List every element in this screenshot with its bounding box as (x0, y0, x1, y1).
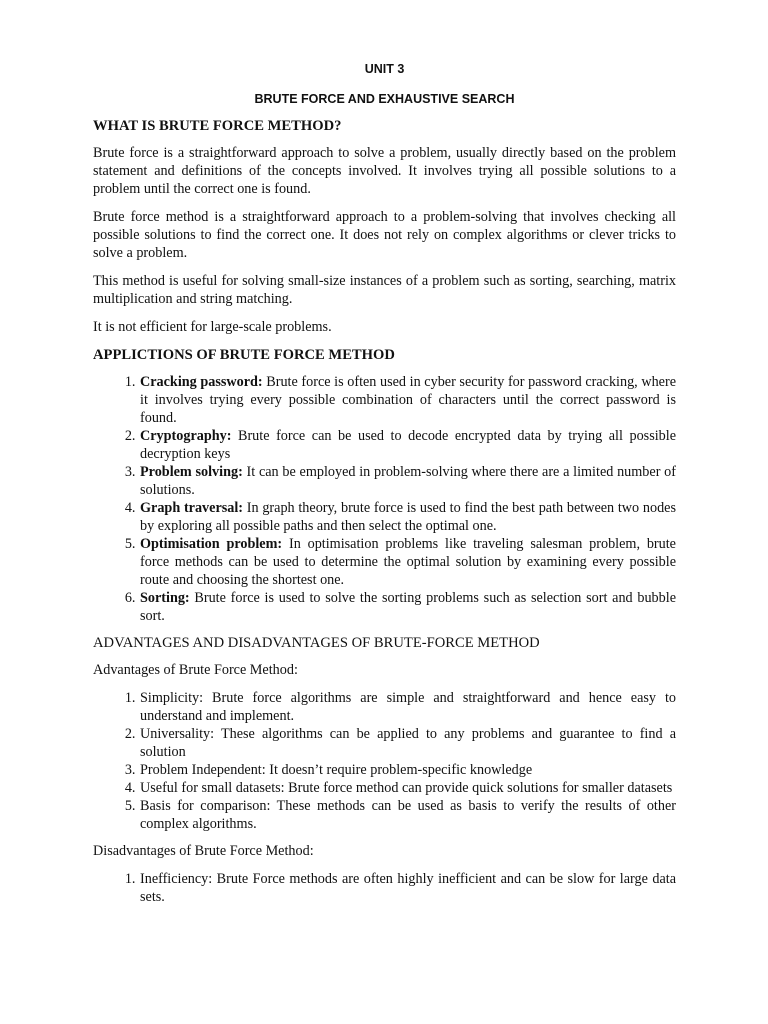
list-item: 2. Universality: These algorithms can be applied to any problems and guarantee to find a solution (139, 725, 676, 761)
list-item (139, 535, 676, 589)
disadvantages-list (93, 870, 676, 906)
disadvantages-label: Disadvantages of Brute Force Method: (93, 843, 314, 859)
list-item: 3. Problem Independent: It doesn’t require problem-specific knowledge (139, 761, 676, 779)
list-item: 5. Basis for comparison: These methods can be used as basis to verify the results of other complex algorithms. (139, 797, 676, 833)
section-heading-applications: APPLICTIONS OF BRUTE FORCE METHOD (93, 347, 395, 363)
paragraph: Brute force is a straightforward approach to solve a problem, usually directly based on the problem statement and definitions of the concepts involved. It involves trying all possible solutions to a problem until the correct one is found. (93, 145, 676, 197)
applications-list (93, 373, 676, 625)
paragraph: Brute force method is a straightforward approach to a problem-solving that involves checking all possible solutions to find the correct one. It does not rely on complex algorithms or clever tricks to solve a problem. (93, 209, 676, 261)
list-item (139, 499, 676, 535)
list-item: 1. Simplicity: Brute force algorithms are simple and straightforward and hence easy to understand and implement. (139, 689, 676, 725)
unit-label: UNIT 3 (364, 62, 405, 76)
item-text: Brute force is used to solve the sorting problems such as selection sort and bubble sort. (140, 590, 676, 624)
item-term: Graph traversal: (140, 500, 244, 516)
item-text: It can be employed in problem-solving where there are a limited number of solutions. (140, 464, 676, 498)
item-text: In graph theory, brute force is used to find the best path between two nodes by exploring all possible paths and then select the optimal one. (140, 500, 676, 534)
item-term: Optimisation problem: (140, 536, 283, 552)
item-term: Sorting: (140, 590, 190, 606)
section-heading-what-is: WHAT IS BRUTE FORCE METHOD? (93, 118, 342, 134)
document-title: BRUTE FORCE AND EXHAUSTIVE SEARCH (254, 92, 515, 106)
item-term: Problem solving: (140, 464, 243, 480)
list-item: 1. Inefficiency: Brute Force methods are often highly inefficient and can be slow for large data sets. (139, 870, 676, 906)
list-item (139, 373, 676, 427)
item-text: Brute force is often used in cyber security for password cracking, where it involves trying every possible combination of characters until the correct password is found. (140, 374, 676, 426)
list-item (139, 427, 676, 463)
item-term: Cracking password: (140, 374, 263, 390)
item-text: In optimisation problems like traveling salesman problem, brute force methods can be used to determine the optimal solution by examining every possible route and choosing the shortest one. (140, 536, 676, 588)
list-item (139, 463, 676, 499)
section-heading-advantages-disadvantages: ADVANTAGES AND DISADVANTAGES OF BRUTE-FORCE METHOD (93, 635, 540, 651)
advantages-label: Advantages of Brute Force Method: (93, 662, 298, 678)
paragraph: It is not efficient for large-scale problems. (93, 319, 332, 335)
advantages-list (93, 689, 676, 833)
item-text: Brute force can be used to decode encrypted data by trying all possible decryption keys (140, 428, 676, 462)
paragraph: This method is useful for solving small-size instances of a problem such as sorting, searching, matrix multiplication and string matching. (93, 273, 676, 307)
list-item: 4. Useful for small datasets: Brute force method can provide quick solutions for smaller datasets (139, 779, 676, 797)
list-item (139, 589, 676, 625)
item-term: Cryptography: (140, 428, 232, 444)
